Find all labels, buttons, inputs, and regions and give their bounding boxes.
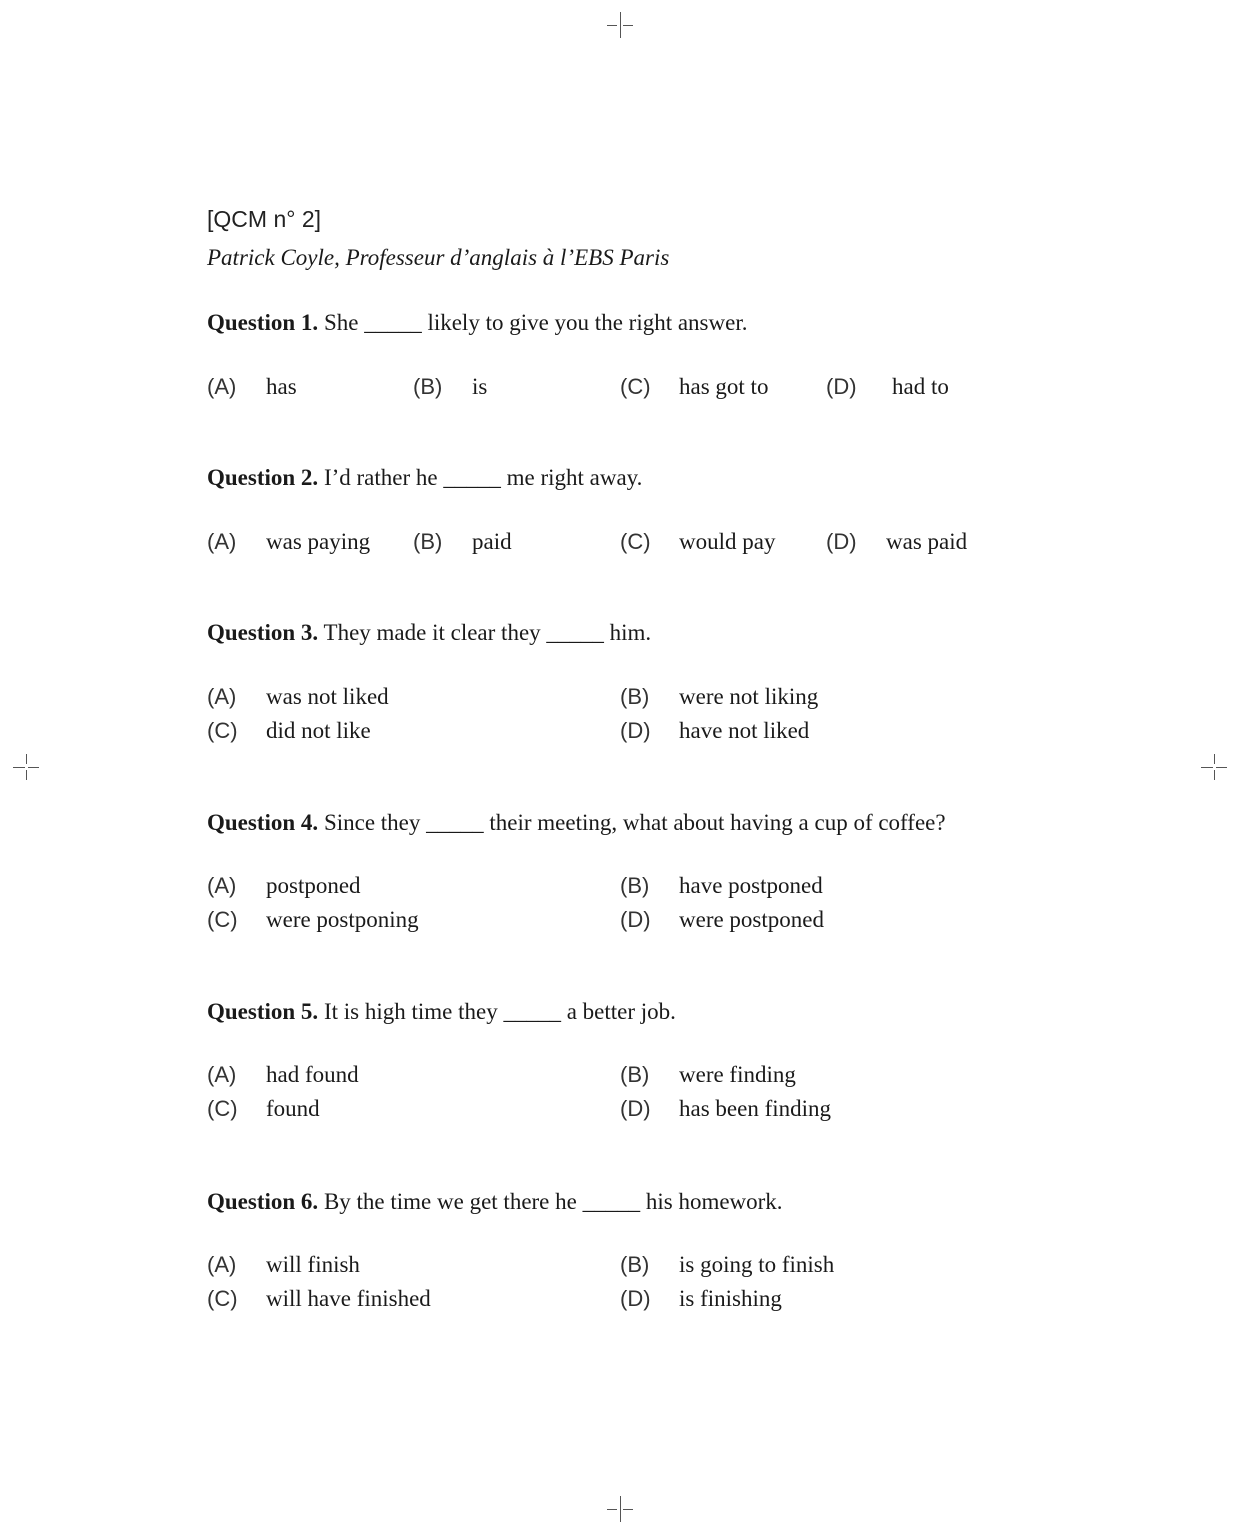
option-letter: (B) [413, 529, 443, 554]
registration-mark-top [607, 12, 633, 38]
question-block-1 [207, 306, 1037, 404]
option-d[interactable] [620, 714, 810, 748]
option-b[interactable] [413, 370, 488, 404]
option-text: were finding [679, 1062, 796, 1087]
question-4 [207, 806, 1037, 840]
option-text: is finishing [679, 1286, 782, 1311]
question-block-5 [207, 995, 1037, 1126]
option-letter: (C) [207, 907, 238, 932]
option-d[interactable] [826, 525, 968, 559]
option-a[interactable] [207, 1248, 360, 1282]
question-label: Question 3. [207, 620, 319, 645]
option-letter: (D) [620, 907, 651, 932]
option-b[interactable] [620, 680, 819, 714]
option-letter: (A) [207, 873, 237, 898]
option-b[interactable] [620, 1058, 796, 1092]
question-3 [207, 616, 1037, 650]
registration-mark-left [13, 754, 39, 780]
question-block-3 [207, 616, 1037, 748]
option-text: would pay [679, 529, 776, 554]
option-a[interactable] [207, 370, 297, 404]
question-label: Question 1. [207, 310, 319, 335]
option-letter: (A) [207, 374, 237, 399]
option-letter: (B) [413, 374, 443, 399]
question-block-4 [207, 806, 1037, 937]
question-text: By the time we get there he _____ his homework. [323, 1189, 783, 1214]
option-letter: (B) [620, 684, 650, 709]
option-b[interactable] [413, 525, 512, 559]
option-c[interactable] [207, 1282, 431, 1316]
option-b[interactable] [620, 1248, 835, 1282]
registration-mark-right [1201, 754, 1227, 780]
option-text: did not like [266, 718, 371, 743]
question-6 [207, 1185, 1037, 1219]
question-text: They made it clear they _____ him. [323, 620, 652, 645]
quiz-page [207, 200, 1037, 1311]
option-text: has been finding [679, 1096, 832, 1121]
question-block-2 [207, 461, 1037, 559]
option-text: will finish [266, 1252, 360, 1277]
question-label: Question 6. [207, 1189, 319, 1214]
option-letter: (C) [207, 1286, 238, 1311]
option-letter: (C) [620, 374, 651, 399]
option-letter: (C) [207, 1096, 238, 1121]
option-letter: (D) [826, 529, 857, 554]
option-letter: (B) [620, 1062, 650, 1087]
qcm-label: [QCM n° 2] [207, 206, 322, 232]
option-text: is [472, 374, 488, 399]
option-c[interactable] [207, 1092, 320, 1126]
options-grid [207, 680, 1037, 748]
option-b[interactable] [620, 869, 823, 903]
option-letter: (D) [620, 718, 651, 743]
option-letter: (D) [620, 1096, 651, 1121]
question-text: Since they _____ their meeting, what about having a cup of coffee? [323, 810, 946, 835]
option-d[interactable] [620, 903, 824, 937]
option-d[interactable] [620, 1092, 832, 1126]
options-grid [207, 1248, 1037, 1316]
option-text: were postponed [679, 907, 824, 932]
option-text: was paying [266, 529, 371, 554]
option-c[interactable] [620, 525, 776, 559]
option-letter: (B) [620, 1252, 650, 1277]
option-text: had found [266, 1062, 359, 1087]
options-row [207, 370, 1037, 404]
option-text: paid [472, 529, 512, 554]
option-d[interactable] [826, 370, 949, 404]
option-text: were not liking [679, 684, 819, 709]
option-text: was paid [886, 529, 968, 554]
option-letter: (A) [207, 684, 237, 709]
options-grid [207, 1058, 1037, 1126]
question-1 [207, 306, 1037, 340]
option-text: had to [892, 374, 949, 399]
author-line: Patrick Coyle, Professeur d’anglais à l’EBS Paris [207, 245, 670, 270]
option-a[interactable] [207, 869, 361, 903]
option-letter: (C) [207, 718, 238, 743]
question-text: She _____ likely to give you the right answer. [323, 310, 748, 335]
option-c[interactable] [620, 370, 769, 404]
option-text: found [266, 1096, 320, 1121]
option-letter: (D) [620, 1286, 651, 1311]
option-text: have not liked [679, 718, 810, 743]
option-text: is going to finish [679, 1252, 835, 1277]
question-label: Question 5. [207, 999, 319, 1024]
question-text: I’d rather he _____ me right away. [323, 465, 643, 490]
options-grid [207, 869, 1037, 937]
option-text: has [266, 374, 297, 399]
option-d[interactable] [620, 1282, 782, 1316]
option-a[interactable] [207, 525, 371, 559]
option-a[interactable] [207, 680, 389, 714]
option-text: will have finished [266, 1286, 431, 1311]
option-text: were postponing [266, 907, 419, 932]
option-c[interactable] [207, 714, 371, 748]
option-text: postponed [266, 873, 361, 898]
registration-mark-bottom [607, 1496, 633, 1522]
question-block-6 [207, 1185, 1037, 1316]
option-letter: (D) [826, 374, 857, 399]
question-2 [207, 461, 1037, 495]
option-text: have postponed [679, 873, 823, 898]
option-letter: (B) [620, 873, 650, 898]
question-label: Question 2. [207, 465, 319, 490]
option-letter: (A) [207, 1252, 237, 1277]
question-5 [207, 995, 1037, 1029]
option-letter: (A) [207, 529, 237, 554]
question-label: Question 4. [207, 810, 319, 835]
options-row [207, 525, 1037, 559]
option-letter: (A) [207, 1062, 237, 1087]
option-text: has got to [679, 374, 769, 399]
option-c[interactable] [207, 903, 419, 937]
question-text: It is high time they _____ a better job. [323, 999, 676, 1024]
option-text: was not liked [266, 684, 389, 709]
option-letter: (C) [620, 529, 651, 554]
option-a[interactable] [207, 1058, 359, 1092]
